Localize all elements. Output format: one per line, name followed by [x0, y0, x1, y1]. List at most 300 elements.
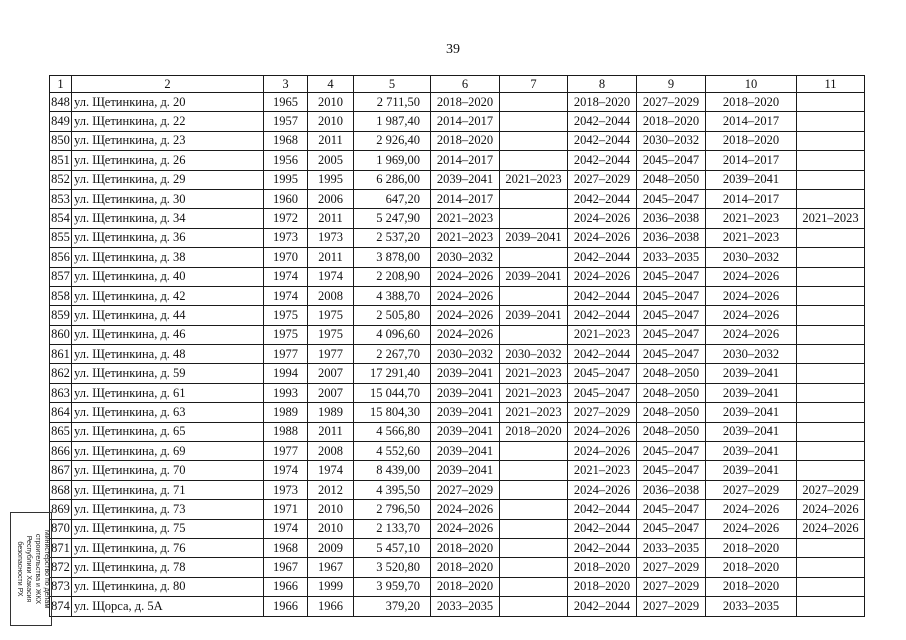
cell-period-col-7 — [500, 325, 568, 344]
cell-row-number: 861 — [50, 345, 72, 364]
cell-period-col-7 — [500, 151, 568, 170]
cell-period-col-8: 2042–2044 — [568, 500, 637, 519]
cell-address: ул. Щетинкина, д. 78 — [72, 558, 264, 577]
cell-address: ул. Щетинкина, д. 42 — [72, 286, 264, 305]
cell-period-col-8: 2024–2026 — [568, 422, 637, 441]
cell-address: ул. Щетинкина, д. 48 — [72, 345, 264, 364]
cell-area: 5 247,90 — [354, 209, 431, 228]
header-cell-6: 6 — [431, 76, 500, 93]
cell-period-col-9: 2045–2047 — [637, 500, 706, 519]
cell-period-col-9: 2048–2050 — [637, 403, 706, 422]
cell-repair-year: 2007 — [308, 364, 354, 383]
cell-repair-year: 2012 — [308, 480, 354, 499]
cell-period-col-8: 2018–2020 — [568, 577, 637, 596]
cell-period-col-9: 2048–2050 — [637, 170, 706, 189]
cell-period-col-8: 2018–2020 — [568, 93, 637, 112]
cell-area: 1 987,40 — [354, 112, 431, 131]
cell-period-col-10: 2021–2023 — [706, 228, 797, 247]
cell-period-col-11 — [797, 597, 865, 616]
cell-period-col-9: 2045–2047 — [637, 442, 706, 461]
cell-period-col-6: 2018–2020 — [431, 577, 500, 596]
cell-period-col-6: 2039–2041 — [431, 461, 500, 480]
cell-period-col-8: 2045–2047 — [568, 383, 637, 402]
cell-repair-year: 1974 — [308, 267, 354, 286]
cell-period-col-8: 2042–2044 — [568, 248, 637, 267]
cell-build-year: 1993 — [264, 383, 308, 402]
cell-repair-year: 2008 — [308, 286, 354, 305]
cell-period-col-11 — [797, 131, 865, 150]
cell-period-col-7: 2039–2041 — [500, 267, 568, 286]
table-row — [50, 189, 865, 208]
cell-period-col-7 — [500, 248, 568, 267]
cell-repair-year: 2009 — [308, 538, 354, 557]
housing-register-table — [49, 75, 865, 617]
cell-period-col-7 — [500, 577, 568, 596]
cell-period-col-11 — [797, 93, 865, 112]
cell-period-col-8: 2042–2044 — [568, 306, 637, 325]
cell-period-col-11 — [797, 228, 865, 247]
cell-build-year: 1966 — [264, 577, 308, 596]
cell-period-col-8: 2042–2044 — [568, 345, 637, 364]
cell-row-number: 862 — [50, 364, 72, 383]
cell-period-col-10: 2018–2020 — [706, 538, 797, 557]
cell-period-col-6: 2039–2041 — [431, 403, 500, 422]
cell-area: 5 457,10 — [354, 538, 431, 557]
cell-repair-year: 2011 — [308, 422, 354, 441]
table-row — [50, 403, 865, 422]
cell-row-number: 867 — [50, 461, 72, 480]
cell-period-col-8: 2024–2026 — [568, 228, 637, 247]
cell-period-col-9: 2045–2047 — [637, 325, 706, 344]
cell-repair-year: 1975 — [308, 306, 354, 325]
cell-period-col-10: 2024–2026 — [706, 500, 797, 519]
cell-period-col-9: 2030–2032 — [637, 131, 706, 150]
cell-period-col-7: 2039–2041 — [500, 228, 568, 247]
cell-area: 2 796,50 — [354, 500, 431, 519]
cell-address: ул. Щетинкина, д. 80 — [72, 577, 264, 596]
cell-period-col-11: 2027–2029 — [797, 480, 865, 499]
cell-area: 647,20 — [354, 189, 431, 208]
cell-period-col-6: 2014–2017 — [431, 189, 500, 208]
cell-repair-year: 2010 — [308, 500, 354, 519]
cell-period-col-6: 2018–2020 — [431, 131, 500, 150]
cell-period-col-10: 2018–2020 — [706, 577, 797, 596]
cell-repair-year: 1977 — [308, 345, 354, 364]
cell-area: 4 388,70 — [354, 286, 431, 305]
cell-row-number: 865 — [50, 422, 72, 441]
table-row — [50, 442, 865, 461]
cell-period-col-11 — [797, 112, 865, 131]
cell-period-col-10: 2039–2041 — [706, 170, 797, 189]
cell-period-col-8: 2042–2044 — [568, 597, 637, 616]
table-row — [50, 325, 865, 344]
registration-stamp — [10, 512, 52, 626]
cell-build-year: 1956 — [264, 151, 308, 170]
cell-address: ул. Щетинкина, д. 71 — [72, 480, 264, 499]
cell-area: 4 395,50 — [354, 480, 431, 499]
cell-area: 3 959,70 — [354, 577, 431, 596]
cell-period-col-9: 2045–2047 — [637, 345, 706, 364]
cell-period-col-10: 2024–2026 — [706, 267, 797, 286]
cell-period-col-9: 2036–2038 — [637, 228, 706, 247]
header-cell-9: 9 — [637, 76, 706, 93]
cell-period-col-6: 2039–2041 — [431, 442, 500, 461]
cell-area: 2 711,50 — [354, 93, 431, 112]
cell-period-col-11 — [797, 286, 865, 305]
cell-area: 2 505,80 — [354, 306, 431, 325]
cell-period-col-9: 2048–2050 — [637, 422, 706, 441]
cell-build-year: 1974 — [264, 267, 308, 286]
cell-address: ул. Щорса, д. 5А — [72, 597, 264, 616]
cell-build-year: 1974 — [264, 519, 308, 538]
cell-period-col-11 — [797, 577, 865, 596]
cell-address: ул. Щетинкина, д. 34 — [72, 209, 264, 228]
cell-period-col-8: 2027–2029 — [568, 170, 637, 189]
cell-period-col-7 — [500, 558, 568, 577]
cell-repair-year: 1974 — [308, 461, 354, 480]
page-number: 39 — [446, 42, 460, 57]
table-row — [50, 364, 865, 383]
cell-repair-year: 1995 — [308, 170, 354, 189]
cell-area: 6 286,00 — [354, 170, 431, 189]
cell-period-col-6: 2030–2032 — [431, 345, 500, 364]
header-cell-1: 1 — [50, 76, 72, 93]
cell-repair-year: 1989 — [308, 403, 354, 422]
cell-period-col-7: 2021–2023 — [500, 170, 568, 189]
cell-repair-year: 2010 — [308, 112, 354, 131]
cell-build-year: 1975 — [264, 306, 308, 325]
cell-period-col-9: 2033–2035 — [637, 248, 706, 267]
cell-period-col-7 — [500, 597, 568, 616]
cell-build-year: 1977 — [264, 442, 308, 461]
cell-area: 2 267,70 — [354, 345, 431, 364]
cell-period-col-9: 2048–2050 — [637, 364, 706, 383]
table-row — [50, 267, 865, 286]
cell-row-number: 853 — [50, 189, 72, 208]
cell-build-year: 1967 — [264, 558, 308, 577]
table-row — [50, 461, 865, 480]
cell-repair-year: 2007 — [308, 383, 354, 402]
cell-period-col-6: 2027–2029 — [431, 480, 500, 499]
cell-period-col-9: 2045–2047 — [637, 286, 706, 305]
cell-period-col-10: 2024–2026 — [706, 519, 797, 538]
cell-row-number: 866 — [50, 442, 72, 461]
cell-period-col-6: 2024–2026 — [431, 267, 500, 286]
cell-period-col-6: 2014–2017 — [431, 112, 500, 131]
cell-address: ул. Щетинкина, д. 44 — [72, 306, 264, 325]
cell-address: ул. Щетинкина, д. 70 — [72, 461, 264, 480]
cell-period-col-10: 2018–2020 — [706, 93, 797, 112]
cell-area: 15 804,30 — [354, 403, 431, 422]
cell-period-col-11 — [797, 306, 865, 325]
cell-row-number: 874 — [50, 597, 72, 616]
cell-period-col-7 — [500, 538, 568, 557]
cell-period-col-11 — [797, 558, 865, 577]
cell-repair-year: 2005 — [308, 151, 354, 170]
cell-period-col-6: 2014–2017 — [431, 151, 500, 170]
cell-area: 4 566,80 — [354, 422, 431, 441]
cell-period-col-10: 2039–2041 — [706, 422, 797, 441]
cell-build-year: 1989 — [264, 403, 308, 422]
cell-period-col-11 — [797, 151, 865, 170]
cell-address: ул. Щетинкина, д. 36 — [72, 228, 264, 247]
cell-period-col-7 — [500, 442, 568, 461]
cell-period-col-10: 2033–2035 — [706, 597, 797, 616]
cell-row-number: 869 — [50, 500, 72, 519]
cell-period-col-6: 2024–2026 — [431, 306, 500, 325]
cell-period-col-11 — [797, 189, 865, 208]
table-row — [50, 597, 865, 616]
table-row — [50, 228, 865, 247]
cell-period-col-7 — [500, 480, 568, 499]
cell-period-col-6: 2024–2026 — [431, 286, 500, 305]
table-row — [50, 131, 865, 150]
header-cell-4: 4 — [308, 76, 354, 93]
cell-period-col-8: 2024–2026 — [568, 209, 637, 228]
cell-period-col-9: 2045–2047 — [637, 519, 706, 538]
cell-period-col-10: 2018–2020 — [706, 558, 797, 577]
table-row — [50, 209, 865, 228]
header-cell-3: 3 — [264, 76, 308, 93]
cell-period-col-8: 2027–2029 — [568, 403, 637, 422]
cell-row-number: 863 — [50, 383, 72, 402]
cell-period-col-11 — [797, 538, 865, 557]
table-row — [50, 480, 865, 499]
cell-row-number: 870 — [50, 519, 72, 538]
cell-address: ул. Щетинкина, д. 29 — [72, 170, 264, 189]
cell-period-col-8: 2042–2044 — [568, 538, 637, 557]
cell-period-col-10: 2039–2041 — [706, 383, 797, 402]
cell-row-number: 858 — [50, 286, 72, 305]
cell-address: ул. Щетинкина, д. 26 — [72, 151, 264, 170]
cell-area: 4 552,60 — [354, 442, 431, 461]
cell-address: ул. Щетинкина, д. 38 — [72, 248, 264, 267]
cell-period-col-9: 2027–2029 — [637, 597, 706, 616]
table-row — [50, 422, 865, 441]
cell-repair-year: 1966 — [308, 597, 354, 616]
cell-period-col-9: 2027–2029 — [637, 93, 706, 112]
cell-period-col-11 — [797, 248, 865, 267]
cell-period-col-9: 2045–2047 — [637, 461, 706, 480]
cell-period-col-7 — [500, 500, 568, 519]
cell-build-year: 1988 — [264, 422, 308, 441]
cell-repair-year: 2011 — [308, 209, 354, 228]
cell-period-col-8: 2024–2026 — [568, 480, 637, 499]
header-cell-2: 2 — [72, 76, 264, 93]
cell-repair-year: 1999 — [308, 577, 354, 596]
cell-period-col-7 — [500, 189, 568, 208]
cell-build-year: 1973 — [264, 228, 308, 247]
cell-period-col-10: 2021–2023 — [706, 209, 797, 228]
cell-period-col-10: 2039–2041 — [706, 442, 797, 461]
cell-repair-year: 2010 — [308, 93, 354, 112]
cell-period-col-9: 2033–2035 — [637, 538, 706, 557]
cell-period-col-7 — [500, 131, 568, 150]
cell-build-year: 1966 — [264, 597, 308, 616]
cell-period-col-9: 2045–2047 — [637, 267, 706, 286]
cell-period-col-8: 2042–2044 — [568, 286, 637, 305]
cell-period-col-7: 2021–2023 — [500, 364, 568, 383]
cell-build-year: 1971 — [264, 500, 308, 519]
header-cell-8: 8 — [568, 76, 637, 93]
stamp-line: безопасности РХ — [16, 541, 23, 597]
cell-repair-year: 1967 — [308, 558, 354, 577]
cell-address: ул. Щетинкина, д. 73 — [72, 500, 264, 519]
header-cell-5: 5 — [354, 76, 431, 93]
cell-period-col-11 — [797, 364, 865, 383]
cell-build-year: 1974 — [264, 286, 308, 305]
cell-address: ул. Щетинкина, д. 22 — [72, 112, 264, 131]
cell-repair-year: 2011 — [308, 131, 354, 150]
cell-row-number: 873 — [50, 577, 72, 596]
table-header-row — [50, 76, 865, 93]
table-row — [50, 558, 865, 577]
cell-build-year: 1972 — [264, 209, 308, 228]
cell-row-number: 855 — [50, 228, 72, 247]
cell-period-col-11 — [797, 345, 865, 364]
cell-period-col-7: 2021–2023 — [500, 403, 568, 422]
cell-address: ул. Щетинкина, д. 76 — [72, 538, 264, 557]
table-body — [50, 76, 865, 617]
cell-build-year: 1974 — [264, 461, 308, 480]
cell-period-col-7: 2030–2032 — [500, 345, 568, 364]
cell-row-number: 848 — [50, 93, 72, 112]
cell-build-year: 1975 — [264, 325, 308, 344]
cell-row-number: 857 — [50, 267, 72, 286]
cell-area: 2 926,40 — [354, 131, 431, 150]
table-row — [50, 170, 865, 189]
cell-period-col-6: 2024–2026 — [431, 519, 500, 538]
table-row — [50, 93, 865, 112]
cell-period-col-10: 2014–2017 — [706, 189, 797, 208]
cell-period-col-6: 2033–2035 — [431, 597, 500, 616]
cell-address: ул. Щетинкина, д. 61 — [72, 383, 264, 402]
cell-build-year: 1994 — [264, 364, 308, 383]
cell-period-col-9: 2045–2047 — [637, 306, 706, 325]
cell-period-col-6: 2039–2041 — [431, 422, 500, 441]
cell-area: 2 133,70 — [354, 519, 431, 538]
cell-period-col-11 — [797, 403, 865, 422]
cell-period-col-10: 2024–2026 — [706, 286, 797, 305]
cell-build-year: 1965 — [264, 93, 308, 112]
cell-row-number: 872 — [50, 558, 72, 577]
cell-address: ул. Щетинкина, д. 65 — [72, 422, 264, 441]
cell-build-year: 1973 — [264, 480, 308, 499]
cell-period-col-8: 2018–2020 — [568, 558, 637, 577]
cell-period-col-11: 2024–2026 — [797, 500, 865, 519]
cell-period-col-9: 2018–2020 — [637, 112, 706, 131]
cell-period-col-11 — [797, 383, 865, 402]
cell-area: 3 878,00 — [354, 248, 431, 267]
cell-period-col-10: 2014–2017 — [706, 112, 797, 131]
cell-area: 17 291,40 — [354, 364, 431, 383]
cell-period-col-10: 2027–2029 — [706, 480, 797, 499]
cell-period-col-8: 2021–2023 — [568, 461, 637, 480]
cell-area: 2 208,90 — [354, 267, 431, 286]
cell-build-year: 1995 — [264, 170, 308, 189]
cell-period-col-8: 2042–2044 — [568, 112, 637, 131]
cell-address: ул. Щетинкина, д. 30 — [72, 189, 264, 208]
cell-row-number: 871 — [50, 538, 72, 557]
cell-period-col-8: 2042–2044 — [568, 519, 637, 538]
cell-period-col-10: 2030–2032 — [706, 345, 797, 364]
cell-period-col-9: 2027–2029 — [637, 558, 706, 577]
stamp-line: Министерство по делам — [43, 529, 50, 609]
cell-area: 4 096,60 — [354, 325, 431, 344]
header-cell-7: 7 — [500, 76, 568, 93]
table-row — [50, 112, 865, 131]
cell-period-col-8: 2024–2026 — [568, 442, 637, 461]
cell-period-col-6: 2039–2041 — [431, 383, 500, 402]
cell-address: ул. Щетинкина, д. 63 — [72, 403, 264, 422]
cell-address: ул. Щетинкина, д. 75 — [72, 519, 264, 538]
header-cell-11: 11 — [797, 76, 865, 93]
cell-period-col-10: 2024–2026 — [706, 325, 797, 344]
cell-row-number: 850 — [50, 131, 72, 150]
cell-period-col-8: 2042–2044 — [568, 131, 637, 150]
cell-repair-year: 1975 — [308, 325, 354, 344]
cell-row-number: 852 — [50, 170, 72, 189]
cell-row-number: 864 — [50, 403, 72, 422]
table-row — [50, 151, 865, 170]
cell-period-col-11: 2021–2023 — [797, 209, 865, 228]
cell-period-col-11 — [797, 442, 865, 461]
table-row — [50, 577, 865, 596]
cell-repair-year: 2010 — [308, 519, 354, 538]
cell-period-col-7: 2021–2023 — [500, 383, 568, 402]
cell-period-col-10: 2018–2020 — [706, 131, 797, 150]
cell-period-col-10: 2039–2041 — [706, 403, 797, 422]
cell-period-col-7: 2039–2041 — [500, 306, 568, 325]
cell-period-col-11: 2024–2026 — [797, 519, 865, 538]
table-row — [50, 286, 865, 305]
table-row — [50, 345, 865, 364]
cell-period-col-7 — [500, 519, 568, 538]
cell-area: 379,20 — [354, 597, 431, 616]
cell-build-year: 1960 — [264, 189, 308, 208]
cell-build-year: 1970 — [264, 248, 308, 267]
stamp-line: Республики Хакасия — [25, 535, 32, 603]
cell-build-year: 1957 — [264, 112, 308, 131]
cell-area: 3 520,80 — [354, 558, 431, 577]
cell-period-col-7 — [500, 93, 568, 112]
cell-row-number: 859 — [50, 306, 72, 325]
cell-period-col-6: 2018–2020 — [431, 538, 500, 557]
cell-period-col-9: 2027–2029 — [637, 577, 706, 596]
cell-period-col-6: 2018–2020 — [431, 558, 500, 577]
cell-address: ул. Щетинкина, д. 59 — [72, 364, 264, 383]
cell-period-col-8: 2042–2044 — [568, 151, 637, 170]
table-row — [50, 383, 865, 402]
cell-period-col-10: 2030–2032 — [706, 248, 797, 267]
cell-period-col-7: 2018–2020 — [500, 422, 568, 441]
cell-period-col-6: 2021–2023 — [431, 228, 500, 247]
cell-period-col-6: 2030–2032 — [431, 248, 500, 267]
cell-period-col-9: 2048–2050 — [637, 383, 706, 402]
cell-address: ул. Щетинкина, д. 20 — [72, 93, 264, 112]
cell-repair-year: 2006 — [308, 189, 354, 208]
cell-period-col-6: 2024–2026 — [431, 500, 500, 519]
cell-period-col-11 — [797, 325, 865, 344]
cell-period-col-7 — [500, 112, 568, 131]
cell-period-col-10: 2039–2041 — [706, 461, 797, 480]
cell-period-col-6: 2021–2023 — [431, 209, 500, 228]
cell-area: 15 044,70 — [354, 383, 431, 402]
cell-period-col-6: 2039–2041 — [431, 364, 500, 383]
cell-period-col-11 — [797, 422, 865, 441]
cell-address: ул. Щетинкина, д. 69 — [72, 442, 264, 461]
stamp-line: строительства и ЖКХ — [34, 533, 41, 605]
